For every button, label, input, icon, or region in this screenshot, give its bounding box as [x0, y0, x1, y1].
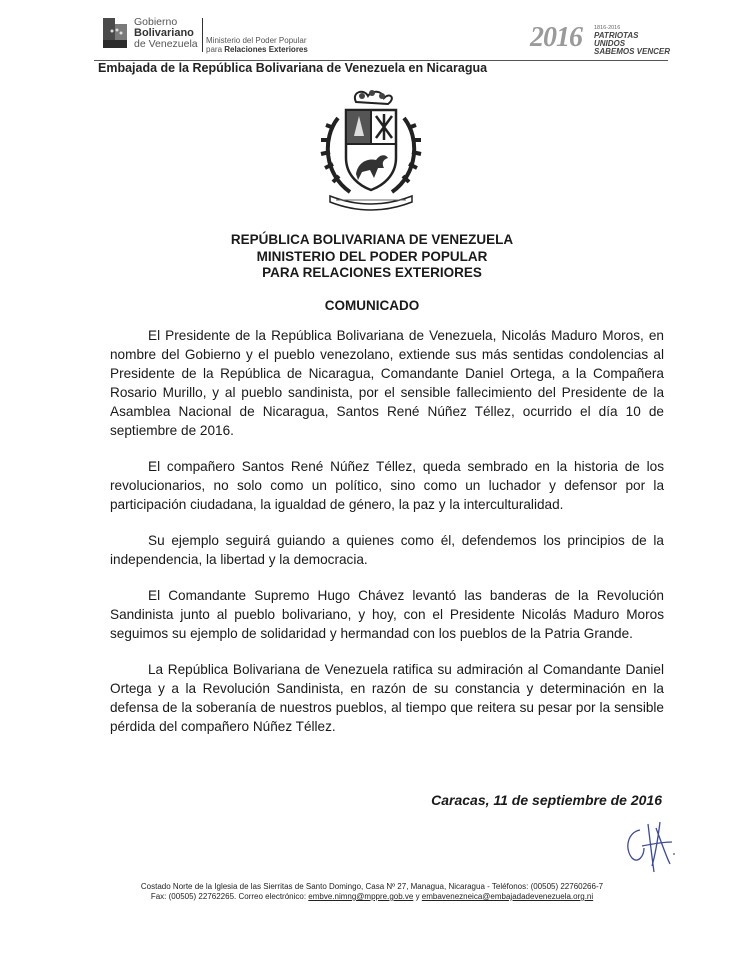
footer-fax: Fax: (00505) 22762265. Correo electrónico: [150, 892, 309, 901]
signature-icon [618, 818, 682, 874]
title-line-2: MINISTERIO DEL PODER POPULAR [256, 248, 488, 264]
body-paragraph-3: Su ejemplo seguirá guiando a quienes como él, defendemos los principios de la independencia, la libertad y la democracia. [110, 533, 664, 567]
title-line-3: PARA RELACIONES EXTERIORES [262, 265, 482, 280]
ministry-prefix: para [206, 45, 225, 54]
motto [594, 32, 670, 56]
dateline: Caracas, 11 de septiembre de 2016 [431, 792, 662, 808]
government-name [134, 17, 198, 50]
government-logo [100, 14, 320, 58]
motto-line-1: PATRIOTAS UNIDOS [594, 31, 639, 48]
body-paragraph-5: La República Bolivariana de Venezuela ratifica su admiración al Comandante Daniel Ortega y a la Revolución Sandinista, en razón de su constancia y determinación en la defensa de la soberanía de nuestros pueblos, al tiempo que reitera su pesar por la sensible pérdida del compañero Núñez Téllez. [110, 662, 664, 734]
flag-emblem-icon [100, 16, 130, 52]
footer-and: y [413, 892, 422, 901]
footer-contact [0, 892, 744, 902]
anniversary-range: 1816-2016 [594, 25, 621, 31]
ministry-name [206, 36, 308, 54]
title-line-1: REPÚBLICA BOLIVARIANA DE VENEZUELA [230, 232, 514, 247]
anniversary-year: 2016 [530, 22, 582, 53]
ministry-line-1: Ministerio del Poder Popular [206, 36, 307, 45]
gov-line-1: Gobierno [134, 16, 178, 28]
communique-heading: COMUNICADO [324, 298, 420, 313]
gov-line-3: de Venezuela [134, 38, 198, 50]
ministry-bold: Relaciones Exteriores [224, 45, 308, 54]
footer [0, 882, 744, 902]
gov-line-2: Bolivariano [134, 27, 194, 39]
embassy-name: Embajada de la República Bolivariana de Venezuela en Nicaragua [98, 61, 488, 75]
body-paragraph-4: El Comandante Supremo Hugo Chávez levantó las banderas de la Revolución Sandinista junto al pueblo bolivariano, y hoy, con el Presidente Nicolás Maduro Moros seguimos su ejemplo de solidaridad y hermandad con los pueblos de la Patria Grande. [110, 588, 664, 641]
footer-address: Costado Norte de la Iglesia de las Sierritas de Santo Domingo, Casa Nº 27, Managua, Nicaragua - Teléfonos: (00505) 22760266-7 [140, 882, 604, 891]
coat-of-arms-icon [316, 88, 426, 212]
ministry-line-2 [206, 45, 308, 54]
body-paragraph-1: El Presidente de la República Bolivariana de Venezuela, Nicolás Maduro Moros, en nombre del Gobierno y el pueblo venezolano, extiende sus más sentidas condolencias al Presidente de la República de Nicaragua, Comandante Daniel Ortega, a la Compañera Rosario Murillo, y al pueblo sandinista, por el sensible fallecimiento del Presidente de la Asamblea Nacional de Nicaragua, Santos René Núñez Téllez, ocurrido el día 10 de septiembre de 2016. [110, 328, 664, 438]
communique-body [110, 326, 664, 753]
email-link-1[interactable]: embve.nimng@mppre.gob.ve [308, 892, 414, 901]
logo-divider [202, 18, 203, 52]
body-paragraph-2: El compañero Santos René Núñez Téllez, queda sembrado en la historia de los revolucionarios, no solo como un político, sino como un luchador y defensor por la participación ciudadana, la igualdad de género, la paz y la interculturalidad. [110, 459, 664, 512]
motto-line-2: SABEMOS VENCER [594, 47, 671, 56]
anniversary-logo [530, 22, 670, 58]
email-link-2[interactable]: embavenezneica@embajadadevenezuela.org.ni [421, 892, 594, 901]
